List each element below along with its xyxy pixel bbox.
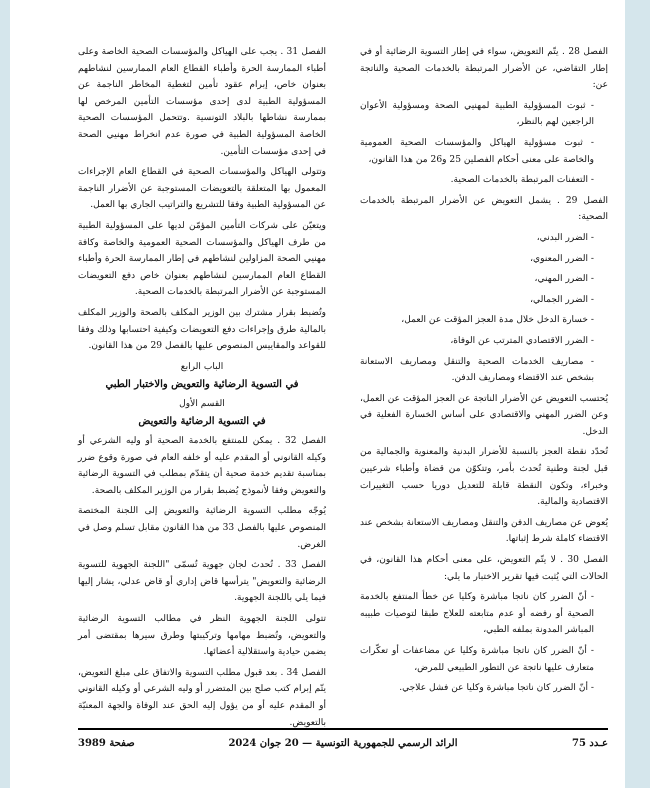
article-34: الفصل 34 . بعد قبول مطلب التسوية والاتفاق على مبلغ التعويض، يتّم إبرام كتب صلح بين المتضرر أو وليه الشرعي أو وكيله القانوني أو المقدم عليه أو من يؤول إليه الحق عند الوفاة والجهة المعنيّة بالتعويض. [78,667,326,728]
list-item: - الضرر البدني، [536,232,594,243]
left-column [78,44,326,735]
footer-divider [78,728,608,730]
article-32: الفصل 32 . يمكن للمنتفع بالخدمة الصحية أو وليه الشرعي أو وكيله القانوني أو المقدم عليه أو خلفه العام في صورة وقوع ضرر بمناسبة تقديم خدمة صحية أن يتقدّم بمطلب في التسوية الرضائية والتعويض وفقا لأنموذج يُضبط بقرار من الوزير المكلف بالصحة. [78,436,326,496]
article-30: الفصل 30 . لا يتّم التعويض، على معنى أحكام هذا القانون، في الحالات التي يُثبت فيها تقرير الاختبار ما يلي: [360,555,608,582]
list-item: - ثبوت المسؤولية الطبية لمهنيي الصحة ومسؤولية الأعوان الراجعين لهم بالنظر، [360,100,594,128]
chapter-title: في التسوية الرضائية والتعويض والاختبار الطبي [105,379,299,391]
list-item: - خسارة الدخل خلال مدة العجز المؤقت عن العمل، [401,315,594,326]
list-item: - مصاريف الخدمات الصحية والتنقل ومصاريف الاستعانة بشخص عند الاقتضاء ومصاريف الدفن. [360,356,594,384]
paragraph: يُوجّه مطلب التسوية الرضائية والتعويض إلى اللجنة المختصة المنصوص عليها بالفصل 33 من هذا القانون مقابل تسلم وصل في الغرض. [78,506,326,550]
article-31: الفصل 31 . يجب على الهياكل والمؤسسات الصحية الخاصة وعلى أطباء الممارسة الحرة وأطباء القطاع العام الممارسين لنشاطهم بعنوان خاص، إبرام عقود تأمين لتغطية المخاطر الناجمة عن المسؤولية الطبية لدى إحدى مؤسسات التأمين المرخص لها بممارسة نشاطها بالبلاد التونسية .وتتحمل المؤسسات الصحية الخاصة المسؤولية الطبية في صورة عدم انخراط مهنيي الصحة في إحدى مؤسسات التأمين. [78,47,326,157]
list-item: - أنّ الضرر كان ناتجا مباشرة وكليا عن فشل علاجي. [399,683,594,694]
article-28: الفصل 28 . يتّم التعويض، سواء في إطار التسوية الرضائية أو في إطار التقاضي، عن الأضرار المرتبطة بالخدمات الصحية والناتجة عن: [360,47,608,91]
issue-number: عـدد 75 [571,738,608,749]
list-item: - ثبوت مسؤولية الهياكل والمؤسسات الصحية العمومية والخاصة على معنى أحكام الفصلين 25 و26 من هذا القانون، [360,137,594,165]
article-33: الفصل 33 . تُحدث لجان جهوية تُسمّى "اللجنة الجهوية للتسوية الرضائية والتعويض" يترأسها قاض إداري أو قاض عدلي، يشار إليها فيما يلي باللجنة الجهوية. [78,560,326,604]
background-margin [625,0,650,788]
paragraph: تتولى اللجنة الجهوية النظر في مطالب التسوية الرضائية والتعويض، وتُضبط مهامها وتركيبتها وطرق سيرها بمقتضى أمر يضمن حيادية واستقلالية أعضائها. [78,614,326,658]
section-number: القسم الأول [179,398,225,409]
chapter-number: الباب الرابع [180,361,224,372]
journal-title: الرائد الرسمي للجمهورية التونسية — 20 جوان 2024 [228,738,458,749]
list-item: - الضرر المعنوي، [530,253,594,264]
list-item: - أنّ الضرر كان ناتجا مباشرة وكليا عن مضاعفات أو تعكّرات متعارف عليها ناتجة عن التطور الطبيعي للمرض، [360,646,594,673]
list-item: - التعفنات المرتبطة بالخدمات الصحية. [450,175,594,186]
paragraph: يُعوض عن مصاريف الدفن والتنقل ومصاريف الاستعانة بشخص عند الاقتضاء كاملة شرط إثباتها. [360,517,608,545]
right-column [360,44,608,701]
page-number: صفحة 3989 [78,738,135,749]
list-item: - الضرر المهني، [534,274,594,285]
paragraph: وتُضبط بقرار مشترك بين الوزير المكلف بالصحة والوزير المكلف بالمالية طرق وإجراءات دفع التعويضات وكيفية احتسابها وذلك وفقا للقواعد والمقاييس المنصوص عليها بالفصل 29 من هذا القانون. [78,307,326,352]
section-title: في التسوية الرضائية والتعويض [138,416,266,428]
list-item: - الضرر الاقتصادي المترتب عن الوفاة، [450,335,594,346]
article-29: الفصل 29 . يشمل التعويض عن الأضرار المرتبطة بالخدمات الصحية: [360,195,609,223]
paragraph: يُحتسب التعويض عن الأضرار الناتجة عن العجز المؤقت عن العمل، وعن الضرر المهني والاقتصادي على أساس الخسارة الفعلية في الدخل. [360,393,608,437]
paragraph: تُحدّد نقطة العجز بالنسبة للأضرار البدنية والمعنوية والجمالية من قبل لجنة وطنية تُحدث بأمر، وتتكوّن من قضاة وأطباء شرعيين وخبراء، وتكون النقطة قابلة للتعديل دوريا حسب التغييرات الاقتصادية والمالية. [360,447,608,508]
paragraph: وتتولى الهياكل والمؤسسات الصحية في القطاع العام الإجراءات المعمول بها المتعلقة بالتعويضات المستوجبة عن الأضرار الناجمة عن المسؤولية الطبية وفقا للتشريع والتراتيب الجاري بها العمل. [78,167,326,211]
document-page [10,0,625,788]
list-item: - أنّ الضرر كان ناتجا مباشرة وكليا عن خطأ المنتفع بالخدمة الصحية أو رفضه أو عدم متابعته للعلاج طبقا لتوصيات طبيبه المباشر المدونة بملفه الطبي، [360,592,594,636]
paragraph: ويتعيّن على شركات التأمين المؤمّن لديها على المسؤولية الطبية من طرف الهياكل والمؤسسات الصحية العمومية والخاصة وكافة مهنيي الصحة المزاولين لنشاطهم في إطار الممارسة الحرة وأطباء القطاع العام الممارسين لنشاطهم بعنوان خاص دفع التعويضات المستوجبة عن الأضرار المرتبطة بالخدمات الصحية. [78,220,326,298]
list-item: - الضرر الجمالي، [530,294,594,305]
